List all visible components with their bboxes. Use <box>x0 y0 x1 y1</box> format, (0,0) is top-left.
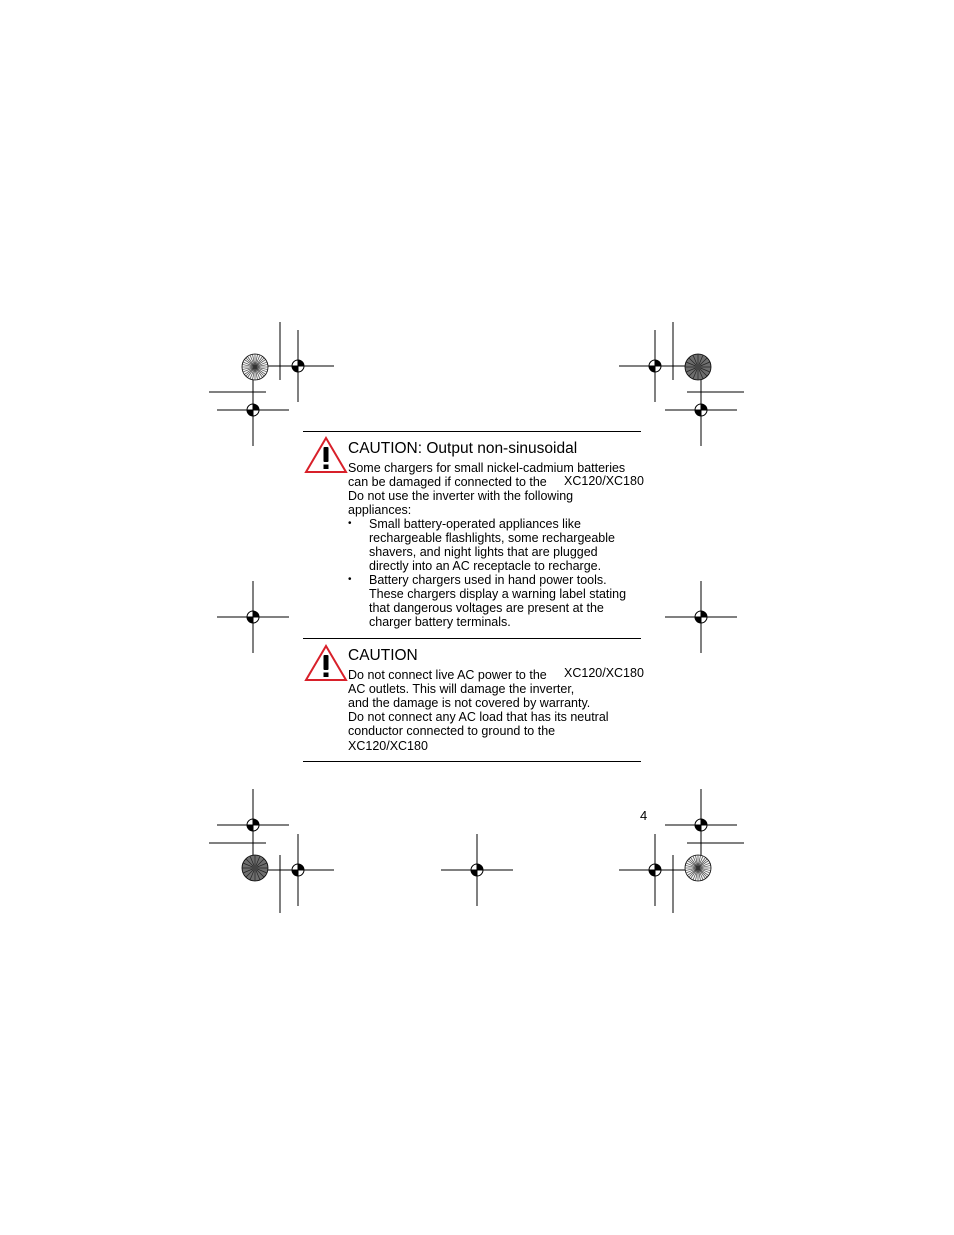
bullet-line: shavers, and night lights that are plugged <box>369 545 598 559</box>
model-name: XC120/XC180 <box>564 474 644 488</box>
body-line: conductor connected to ground to the <box>348 724 556 738</box>
body-line: Do not connect live AC power to the <box>348 668 547 682</box>
bottom-rule <box>303 761 641 762</box>
body-line: Do not use the inverter with the following <box>348 489 574 503</box>
bullet-line: directly into an AC receptacle to recharge. <box>369 559 602 573</box>
page-number: 4 <box>640 808 648 823</box>
bullet-marker: • <box>348 518 352 529</box>
body-line: Do not connect any AC load that has its neutral <box>348 710 609 724</box>
middle-rule <box>303 638 641 639</box>
body-line: and the damage is not covered by warranty. <box>348 696 591 710</box>
bullet-line: rechargeable flashlights, some rechargeable <box>369 531 615 545</box>
bullet-marker: • <box>348 574 352 585</box>
body-line: XC120/XC180 <box>348 739 428 753</box>
top-rule <box>303 431 641 432</box>
body-line: Some chargers for small nickel-cadmium batteries <box>348 461 626 475</box>
bullet-line: charger battery terminals. <box>369 615 511 629</box>
body-line: appliances: <box>348 503 412 517</box>
bullet-line: that dangerous voltages are present at the <box>369 601 604 615</box>
warning-triangle-icon <box>304 644 348 682</box>
body-line: AC outlets. This will damage the inverter, <box>348 682 575 696</box>
caution-title: CAUTION: Output non-sinusoidal <box>348 440 578 457</box>
body-line: can be damaged if connected to the <box>348 475 547 489</box>
caution-title: CAUTION <box>348 647 418 664</box>
bullet-line: Battery chargers used in hand power tools. <box>369 573 607 587</box>
model-name: XC120/XC180 <box>564 666 644 680</box>
bullet-line: Small battery-operated appliances like <box>369 517 581 531</box>
warning-triangle-icon <box>304 436 348 474</box>
bullet-line: These chargers display a warning label stating <box>369 587 627 601</box>
